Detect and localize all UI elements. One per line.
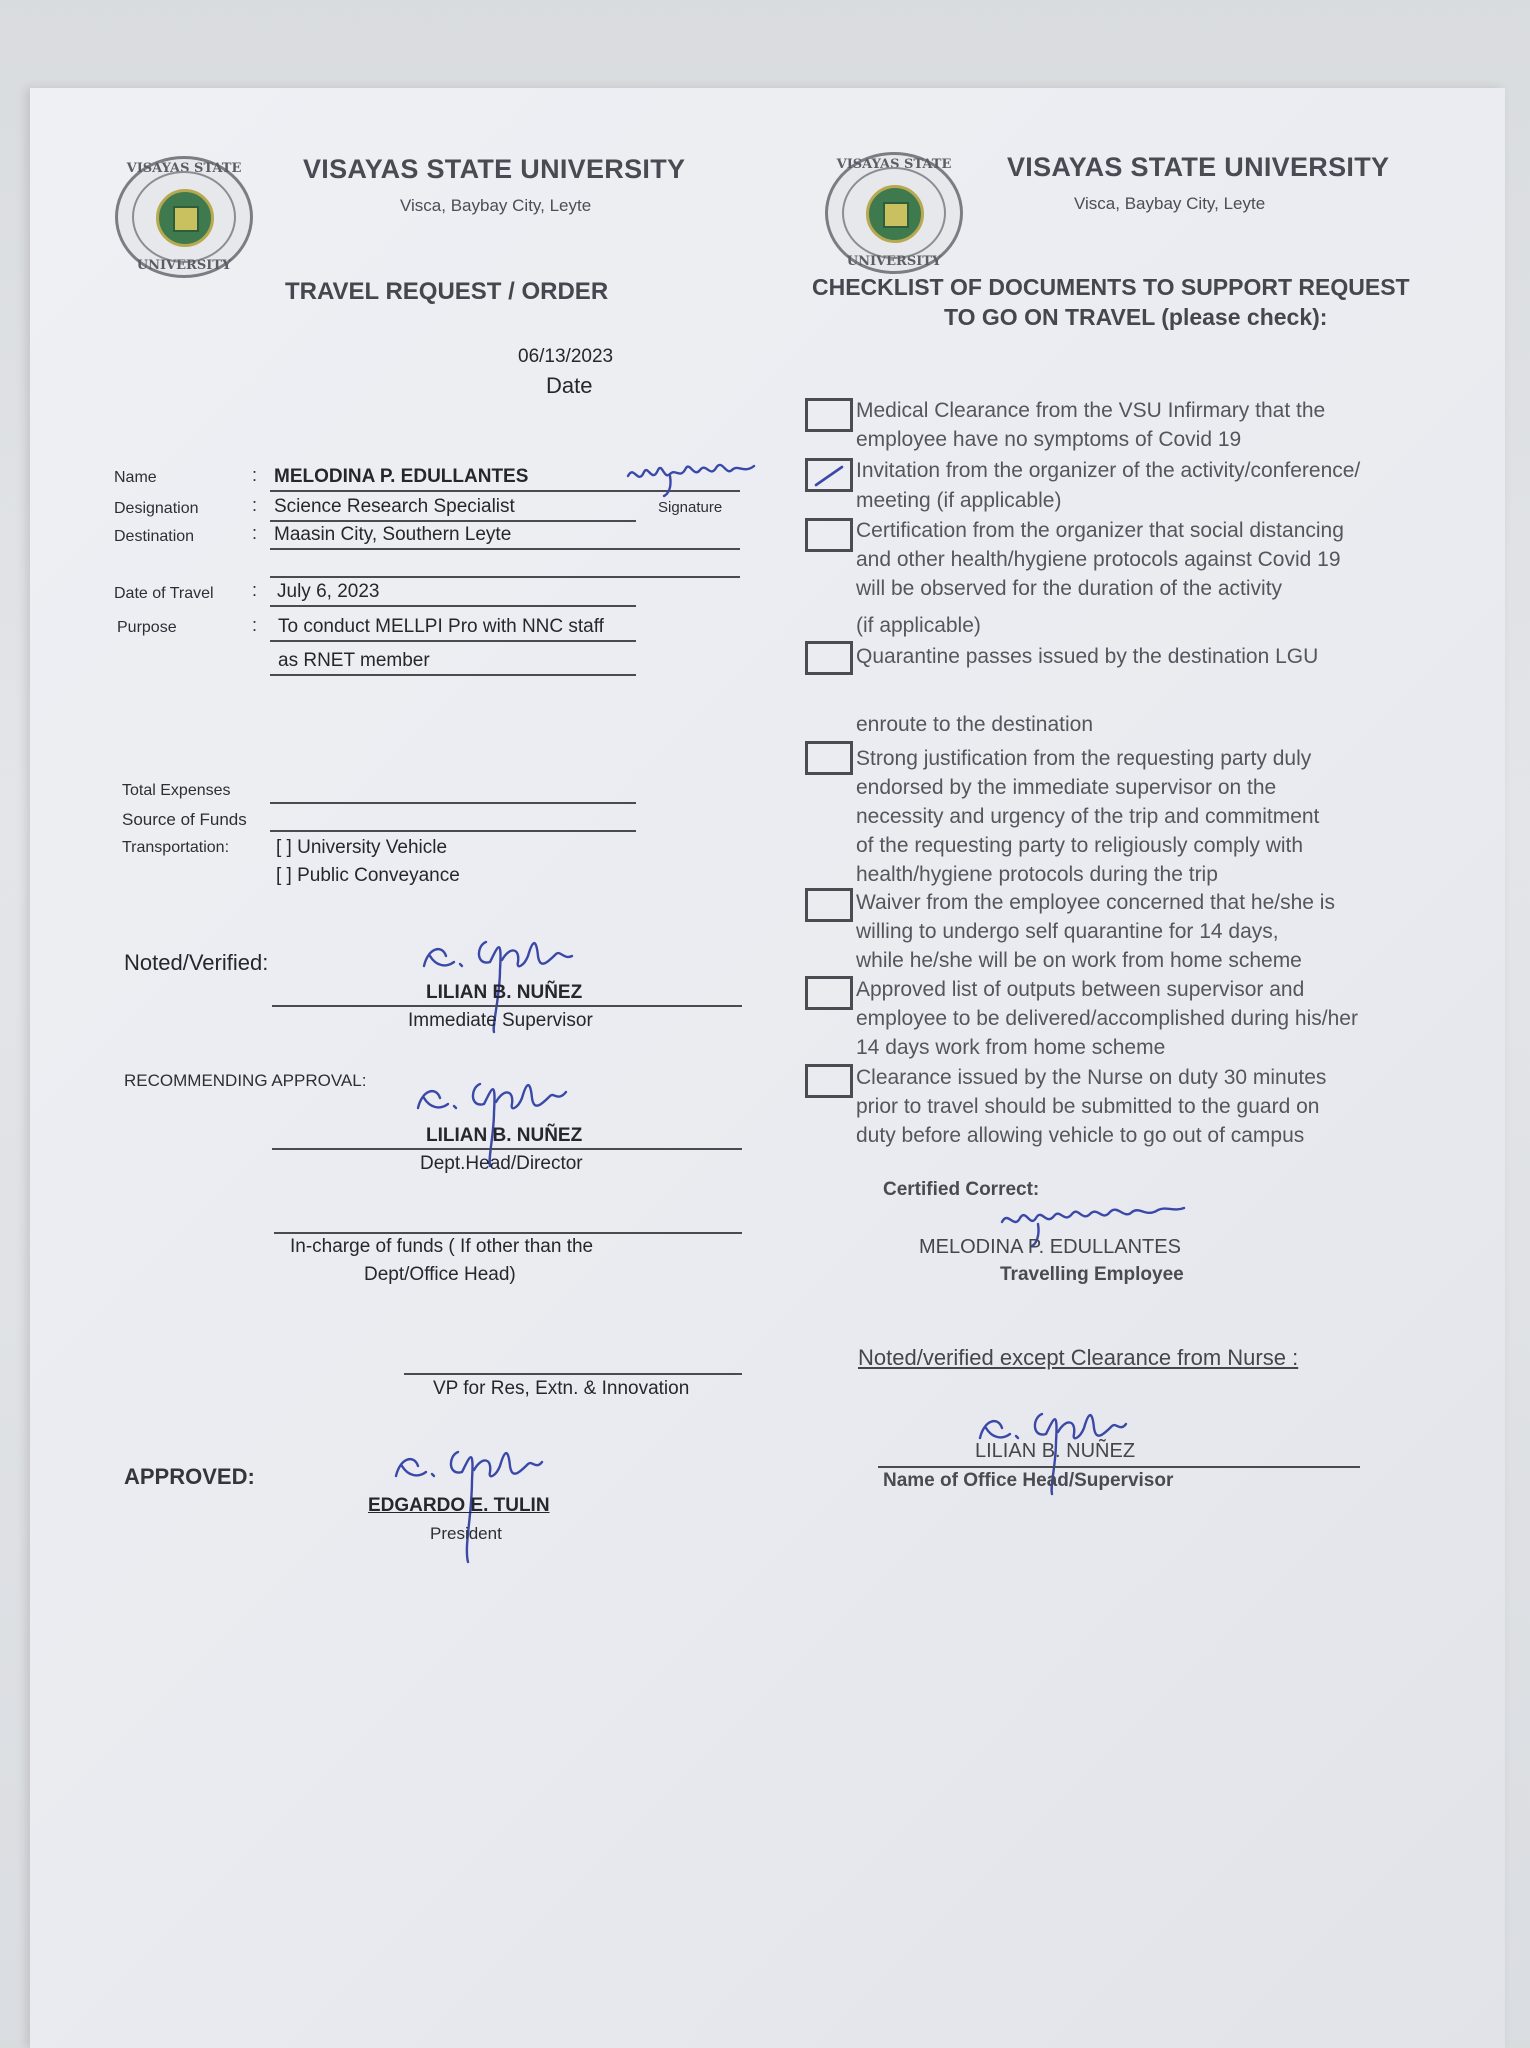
checklist-item-3-line-4: (if applicable) (856, 614, 981, 637)
checklist-item-2-line-2: meeting (if applicable) (856, 489, 1062, 512)
total-expenses-label: Total Expenses (122, 782, 231, 799)
checklist-item-7-line-2: employee to be delivered/accomplished during his/her (856, 1007, 1358, 1030)
noted-except-nurse-label: Noted/verified except Clearance from Nurse : (858, 1345, 1299, 1370)
checklist-checkbox-5[interactable] (805, 741, 853, 775)
checklist-item-6-line-1: Waiver from the employee concerned that he/she is (856, 891, 1335, 914)
name-value: MELODINA P. EDULLANTES (274, 466, 529, 487)
designation-value: Science Research Specialist (274, 496, 515, 517)
checklist-title-line-1: CHECKLIST OF DOCUMENTS TO SUPPORT REQUEST (812, 274, 1410, 300)
seal-bottom-text: UNIVERSITY (136, 258, 232, 273)
designation-label: Designation (114, 500, 199, 517)
checklist-item-3-line-3: will be observed for the duration of the activity (856, 577, 1283, 600)
university-seal-right (825, 152, 963, 274)
university-address-right: Visca, Baybay City, Leyte (1074, 194, 1266, 213)
approved-label: APPROVED: (124, 1464, 255, 1489)
purpose-line-2: as RNET member (278, 650, 430, 671)
checklist-item-7-line-3: 14 days work from home scheme (856, 1036, 1166, 1059)
date-of-travel-label: Date of Travel (114, 585, 214, 602)
checklist-item-8-line-3: duty before allowing vehicle to go out of campus (856, 1124, 1305, 1147)
incharge-funds-line-1: In-charge of funds ( If other than the (290, 1236, 594, 1257)
recommending-approval-label: RECOMMENDING APPROVAL: (124, 1071, 367, 1090)
source-of-funds-label: Source of Funds (122, 810, 247, 829)
university-name-right: VISAYAS STATE UNIVERSITY (1007, 152, 1390, 182)
checklist-item-5-line-2: endorsed by the immediate supervisor on the (856, 776, 1277, 799)
checklist-item-5-line-5: health/hygiene protocols during the trip (856, 863, 1218, 886)
noted-right-title: Name of Office Head/Supervisor (883, 1470, 1174, 1491)
certified-correct-label: Certified Correct: (883, 1179, 1040, 1200)
seal-top-text: VISAYAS STATE (836, 157, 952, 172)
approved-title: President (430, 1524, 502, 1543)
check-mark-icon (808, 461, 850, 489)
checklist-item-4-line-1: Quarantine passes issued by the destination LGU (856, 645, 1319, 668)
university-seal-left (115, 156, 253, 278)
checklist-item-5-line-1: Strong justification from the requesting party duly (856, 747, 1312, 770)
checklist-checkbox-2[interactable] (805, 458, 853, 492)
form-title: TRAVEL REQUEST / ORDER (285, 278, 609, 305)
checklist-item-1-line-1: Medical Clearance from the VSU Infirmary that the (856, 399, 1326, 422)
checklist-item-2-line-1: Invitation from the organizer of the activity/conference/ (856, 459, 1361, 482)
purpose-label: Purpose (117, 619, 177, 636)
document-page: VISAYAS STATE UNIVERSITY VISAYAS STATE UNIVERSITY Visca, Baybay City, Leyte TRAVEL REQUEST / ORDER 06/13/2023 Date Name : MELODINA P. EDULLANTES Signature Designation : Science Research Specialist Destination : Maasin City, Southern Leyte Date of Travel : July 6, 2023 Purpose : To conduct MELLPI Pro with NNC staff as RNET member Total Expenses Source of Funds Transportation: [ ] University Vehicle [ ] Public Conveyance Noted/Verified: LILIAN B. NUÑEZ Immediate Supervisor RECOMMENDING APPROVAL: LILIAN B. NUÑEZ Dept.Head/Director In-charge of funds ( If other than the Dept/Office Head) VP for Res, Extn. & Innovation APPROVED: EDGARDO E. TULIN President VISAYAS STATE UNIVERSITY VISAYAS STATE UNIVERSITY Visca, Baybay City, Leyte CHECKLIST OF DOCUMENTS TO SUPPORT REQUEST TO GO ON TRAVEL (please check): Medical Clearance from the VSU Infirmary that the employee have no symptoms of Covid 19 Invitation from the organizer of the activity/conference/ meeting (if applicable) Certification from the organizer that social distancing and other health/hygiene protocols against Covid 19 will be observed for the duration of the activity (if applicable) Quarantine passes issued by the destination LGU enroute to the destination Strong justification from the requesting party duly endorsed by the immediate supervisor on the necessity and urgency of the trip and commitment of the requesting party to religiously comply with health/hygiene protocols during the trip Waiver from the employee concerned that he/she is willing to undergo self quarantine for 14 days, while he/she will be on work from home scheme Approved list of outputs between supervisor and employee to be delivered/accomplished during his/her 14 days work from home scheme Clearance issued by the Nurse on duty 30 minutes prior to travel should be submitted to the guard on duty before allowing vehicle to go out of campus Certified Correct: MELODINA P. EDULLANTES Travelling Employee Noted/verified except Clearance from Nurse : LILIAN B. NUÑEZ Name of Office Head/Supervisor (30, 88, 1505, 2048)
transportation-label: Transportation: (122, 839, 230, 856)
signature-label: Signature (658, 499, 723, 516)
checklist-item-8-line-2: prior to travel should be submitted to the guard on (856, 1095, 1320, 1118)
checklist-checkbox-1[interactable] (805, 398, 853, 432)
transport-option-conveyance: [ ] Public Conveyance (276, 865, 460, 886)
incharge-funds-line-2: Dept/Office Head) (364, 1264, 516, 1285)
recommending-name: LILIAN B. NUÑEZ (426, 1125, 583, 1146)
name-label: Name (114, 469, 157, 486)
checklist-item-3-line-1: Certification from the organizer that social distancing (856, 519, 1344, 542)
destination-value: Maasin City, Southern Leyte (274, 524, 512, 545)
certified-title: Travelling Employee (1000, 1264, 1184, 1285)
recommending-title: Dept.Head/Director (420, 1153, 583, 1174)
checklist-item-5-line-3: necessity and urgency of the trip and commitment (856, 805, 1320, 828)
approved-name: EDGARDO E. TULIN (368, 1495, 550, 1516)
noted-verified-label: Noted/Verified: (124, 950, 269, 975)
date-label: Date (546, 373, 593, 398)
transport-option-vehicle: [ ] University Vehicle (276, 837, 448, 858)
checklist-item-6-line-2: willing to undergo self quarantine for 14 days, (856, 920, 1279, 943)
checklist-checkbox-3[interactable] (805, 518, 853, 552)
seal-top-text: VISAYAS STATE (126, 161, 242, 176)
certified-name: MELODINA P. EDULLANTES (919, 1236, 1181, 1258)
university-name-left: VISAYAS STATE UNIVERSITY (303, 154, 686, 184)
checklist-item-1-line-2: employee have no symptoms of Covid 19 (856, 428, 1242, 451)
seal-bottom-text: UNIVERSITY (846, 254, 942, 269)
employee-signature (624, 454, 764, 498)
date-of-travel-value: July 6, 2023 (277, 581, 380, 602)
noted-right-name: LILIAN B. NUÑEZ (975, 1440, 1136, 1462)
checklist-item-6-line-3: while he/she will be on work from home scheme (856, 949, 1302, 972)
date-value: 06/13/2023 (518, 346, 614, 367)
checklist-item-5-line-4: of the requesting party to religiously comply with (856, 834, 1304, 857)
destination-label: Destination (114, 528, 195, 545)
checklist-checkbox-7[interactable] (805, 976, 853, 1010)
checklist-title-line-2: TO GO ON TRAVEL (please check): (944, 304, 1328, 330)
noted-title: Immediate Supervisor (408, 1010, 593, 1031)
checklist-checkbox-8[interactable] (805, 1064, 853, 1098)
checklist-checkbox-4[interactable] (805, 641, 853, 675)
checklist-item-8-line-1: Clearance issued by the Nurse on duty 30 minutes (856, 1066, 1327, 1089)
checklist-item-4-line-2: enroute to the destination (856, 713, 1094, 736)
noted-name: LILIAN B. NUÑEZ (426, 982, 583, 1003)
checklist-checkbox-6[interactable] (805, 888, 853, 922)
purpose-line-1: To conduct MELLPI Pro with NNC staff (278, 616, 604, 637)
vp-label: VP for Res, Extn. & Innovation (433, 1378, 690, 1399)
university-address-left: Visca, Baybay City, Leyte (400, 196, 592, 215)
checklist-item-7-line-1: Approved list of outputs between supervisor and (856, 978, 1305, 1001)
checklist-item-3-line-2: and other health/hygiene protocols against Covid 19 (856, 548, 1341, 571)
